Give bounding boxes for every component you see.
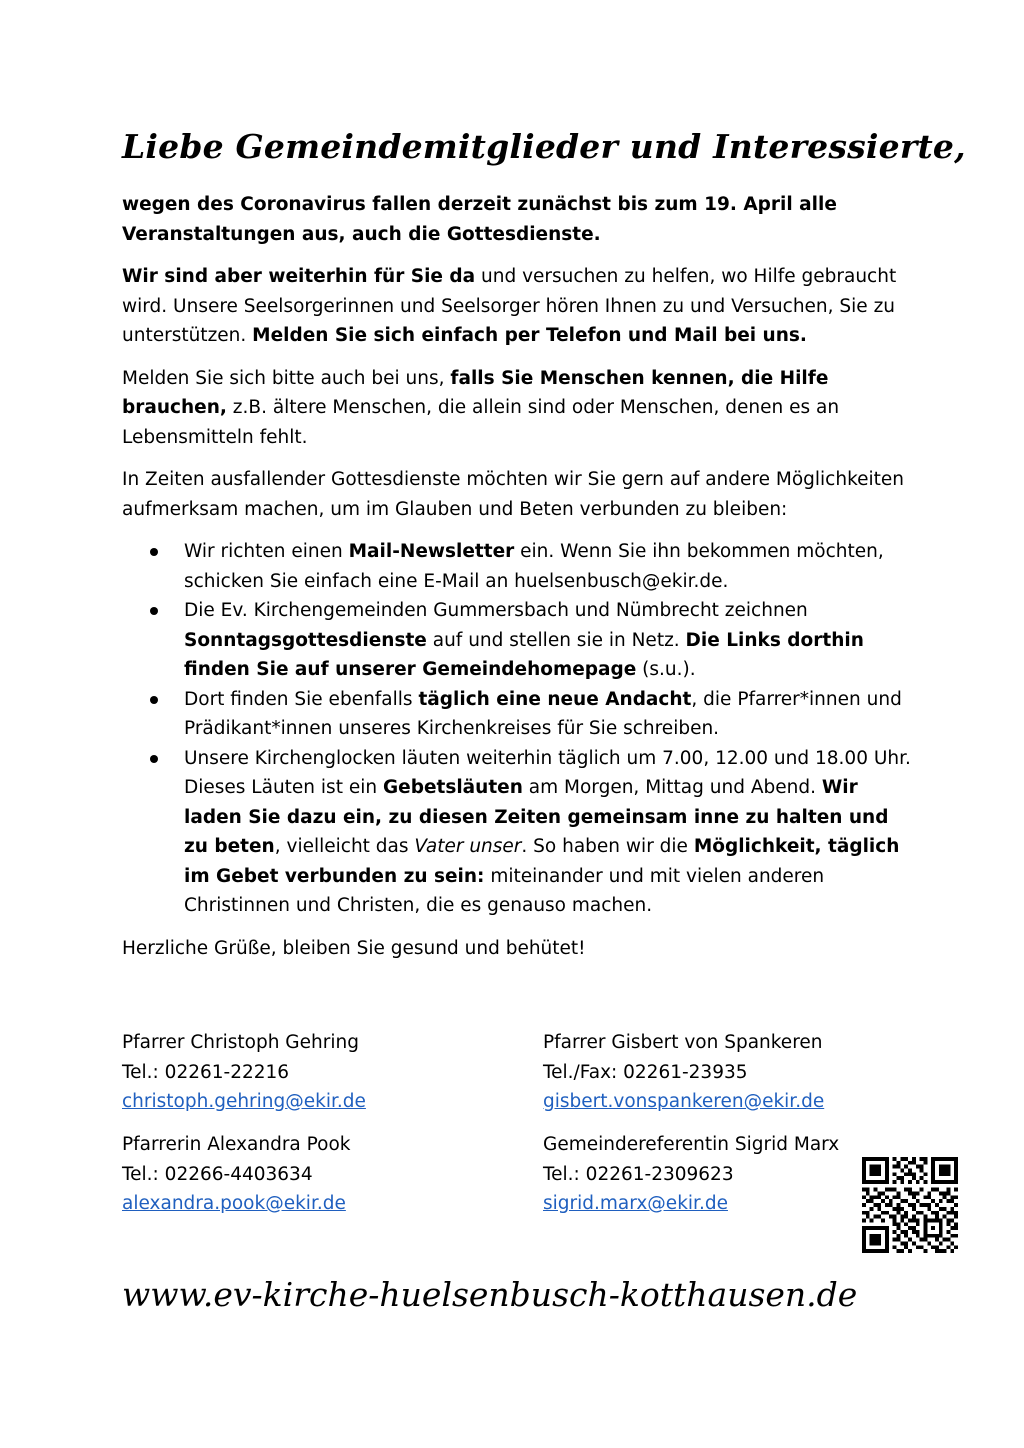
contact-email-link[interactable]: alexandra.pook@ekir.de <box>122 1193 346 1214</box>
devotion-text-1: Dort finden Sie ebenfalls <box>184 688 419 710</box>
intro-bold: wegen des Coronavirus fallen derzeit zunächst bis zum 19. April alle Veranstaltungen aus, auch die Gottesdienste. <box>122 194 837 245</box>
services-text-3: (s.u.). <box>636 659 696 680</box>
bells-bold-3: Möglichkeit, täglich im Gebet verbunden zu sein: <box>184 836 900 887</box>
bells-text-2: am Morgen, Mittag und Abend. <box>522 777 822 798</box>
contact-name: Pfarrer Gisbert von Spankeren <box>543 1032 823 1053</box>
contact-email-link[interactable]: gisbert.vonspankeren@ekir.de <box>543 1091 825 1112</box>
alternatives-paragraph: In Zeiten ausfallender Gottesdienste möchten wir Sie gern auf andere Möglichkeiten aufmerksam machen, um im Glauben und Beten verbunden zu bleiben: <box>122 469 905 520</box>
bells-text-4: . So haben wir die <box>521 836 694 857</box>
devotion-bold: täglich eine neue Andacht <box>418 688 692 710</box>
services-bold-1: Sonntagsgottesdienste <box>184 629 427 651</box>
list-item-newsletter <box>122 537 912 596</box>
newsletter-bold: Mail-Newsletter <box>348 541 515 562</box>
intro-paragraph <box>122 190 912 249</box>
bullet-icon <box>150 607 158 615</box>
contact-phone: Tel.: 02266-4403634 <box>122 1163 313 1185</box>
bells-bold-2: Wir laden Sie dazu ein, zu diesen Zeiten gemeinsam inne zu halten und zu beten <box>184 777 889 857</box>
page-heading: Liebe Gemeindemitglieder und Interessierte, <box>122 127 966 166</box>
bells-text-1: Unsere Kirchenglocken läuten weiterhin täglich um 7.00, 12.00 und 18.00 Uhr. Dieses Läuten ist ein <box>184 747 911 798</box>
support-text-1: und versuchen zu helfen, wo Hilfe gebraucht wird. Unsere Seelsorgerinnen und Seelsorger hören Ihnen zu und Versuchen, Sie zu unterstützen. <box>122 266 897 346</box>
list-item-bells <box>122 744 912 921</box>
help-text-1: Melden Sie sich bitte auch bei uns, <box>122 367 451 389</box>
contact-card <box>122 1130 522 1219</box>
help-paragraph <box>122 364 912 453</box>
bells-bold-1: Gebetsläuten <box>382 777 523 798</box>
contact-name: Pfarrerin Alexandra Pook <box>122 1134 351 1155</box>
services-text-2: auf und stellen sie in Netz. <box>426 629 686 651</box>
contact-name: Gemeindereferentin Sigrid Marx <box>543 1134 840 1155</box>
services-bold-2: Die Links dorthin finden Sie auf unserer Gemeindehomepage <box>184 629 864 680</box>
website-url[interactable]: www.ev-kirche-huelsenbusch-kotthausen.de <box>122 1275 858 1314</box>
help-text-2: z.B. ältere Menschen, die allein sind oder Menschen, denen es an Lebensmitteln fehlt. <box>122 397 840 448</box>
contact-email-link[interactable]: christoph.gehring@ekir.de <box>122 1091 366 1112</box>
bullet-icon <box>150 696 158 704</box>
contact-phone: Tel.: 02261-2309623 <box>543 1163 734 1185</box>
newsletter-text-2: ein. Wenn Sie ihn bekommen möchten, schicken Sie einfach eine E-Mail an huelsenbusch@ekir.de. <box>184 541 884 592</box>
list-item-services <box>122 596 912 685</box>
support-paragraph <box>122 262 912 351</box>
bullet-list <box>122 537 912 921</box>
contact-phone: Tel./Fax: 02261-23935 <box>543 1061 748 1083</box>
closing-line: Herzliche Grüße, bleiben Sie gesund und behütet! <box>122 937 586 959</box>
bullet-icon <box>150 548 158 556</box>
bullet-icon <box>150 755 158 763</box>
contact-name: Pfarrer Christoph Gehring <box>122 1032 359 1053</box>
help-bold-1: falls Sie Menschen kennen, die Hilfe brauchen, <box>122 367 829 418</box>
contact-card <box>543 1028 943 1117</box>
services-text-1: Die Ev. Kirchengemeinden Gummersbach und Nümbrecht zeichnen <box>184 600 808 621</box>
bells-text-5: miteinander und mit vielen anderen Christinnen und Christen, die es genauso machen. <box>184 865 825 916</box>
devotion-text-2: , die Pfarrer*innen und Prädikant*innen unseres Kirchenkreises für Sie schreiben. <box>184 688 902 739</box>
newsletter-text-1: Wir richten einen <box>184 541 349 562</box>
support-bold-1: Wir sind aber weiterhin für Sie da <box>122 266 476 287</box>
contact-email-link[interactable]: sigrid.marx@ekir.de <box>543 1193 728 1214</box>
bells-italic: Vater unser <box>414 836 522 857</box>
contact-card <box>122 1028 522 1117</box>
qr-code-icon[interactable] <box>862 1157 958 1253</box>
contact-phone: Tel.: 02261-22216 <box>122 1061 290 1083</box>
support-bold-2: Melden Sie sich einfach per Telefon und Mail bei uns. <box>252 325 807 346</box>
list-item-devotion <box>122 685 912 744</box>
letter-body <box>122 190 912 976</box>
bells-text-3: , vielleicht das <box>274 836 415 857</box>
